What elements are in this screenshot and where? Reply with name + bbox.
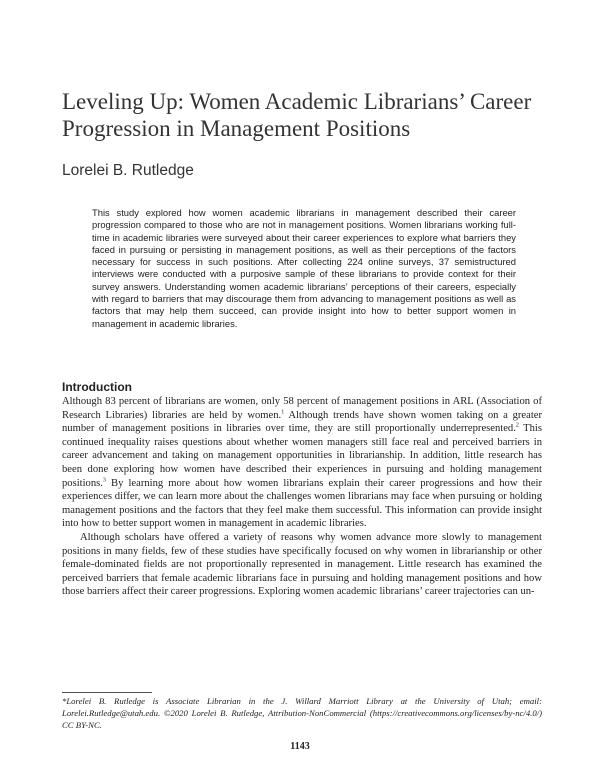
- footnote-ref-1: 1: [281, 409, 285, 416]
- author-footnote: *Lorelei B. Rutledge is Associate Librarian in the J. Willard Marriott Library at the University of Utah; email: Lorelei.Rutledge@utah.edu. ©2020 Lorelei B. Rutledge, Attribution-NonCommercial (https://creativecommons.org/licenses/by-nc/4.0/) CC BY-NC.: [62, 696, 542, 730]
- paragraph-1-sentence-4: By learning more about how women librarians explain their career progressions and how their experiences differ, we can learn more about the challenges women librarians may face when pursuing or holding management positions and the factors that they feel make them successful. This information can provide insight into how to better support women in management in academic libraries.: [62, 477, 542, 530]
- article-title: Leveling Up: Women Academic Librarians’ Career Progression in Management Positions: [62, 89, 532, 141]
- footnote-ref-3: 3: [102, 477, 106, 484]
- paragraph-1-sentence-2: Although trends have shown women taking on a greater number of management positions in libraries over time, they are still proportionally underrepresented.: [62, 409, 542, 435]
- paragraph-1-sentence-3: This continued inequality raises questions about whether women managers still face real and perceived barriers in career advancement and taking on management opportunities in librarianship. In addition, little research has been done exploring how women have described their experiences in pursuing and holding management positions.: [62, 423, 542, 489]
- footnote-ref-2: 2: [515, 422, 519, 429]
- paragraph-1-sentence-1: Although 83 percent of librarians are women, only 58 percent of management positions in ARL (Association of Research Libraries) libraries are held by women.: [62, 396, 542, 421]
- introduction-body: [62, 395, 542, 599]
- introduction-paragraph-1: [62, 395, 542, 531]
- footnote-divider: [62, 692, 152, 693]
- introduction-heading: Introduction: [62, 380, 132, 394]
- article-abstract: This study explored how women academic librarians in management described their career progression compared to those who are not in management positions. Women librarians working full-time in academic libraries were surveyed about their career experiences to explore what barriers they faced in pursuing or persisting in management positions, as well as their perceptions of the factors necessary for success in such positions. After collecting 224 online surveys, 37 semistructured interviews were conducted with a purposive sample of these librarians to provide context for their survey answers. Understanding women academic librarians’ perceptions of their careers, especially with regard to barriers that may discourage them from advancing to management positions as well as factors that may help them succeed, can provide insight into how to better support women in management in academic libraries.: [92, 207, 516, 329]
- article-author: Lorelei B. Rutledge: [62, 162, 194, 179]
- introduction-paragraph-2: Although scholars have offered a variety of reasons why women advance more slowly to management positions in many fields, few of these studies have specifically focused on why women in librarianship or other female-dominated fields are not proportionally represented in management. Little research has examined the perceived barriers that female academic librarians face in pursuing and holding management positions and how those barriers affect their career progressions. Exploring women academic librarians’ career trajectories can un-: [62, 531, 542, 598]
- page-number: 1143: [290, 741, 310, 752]
